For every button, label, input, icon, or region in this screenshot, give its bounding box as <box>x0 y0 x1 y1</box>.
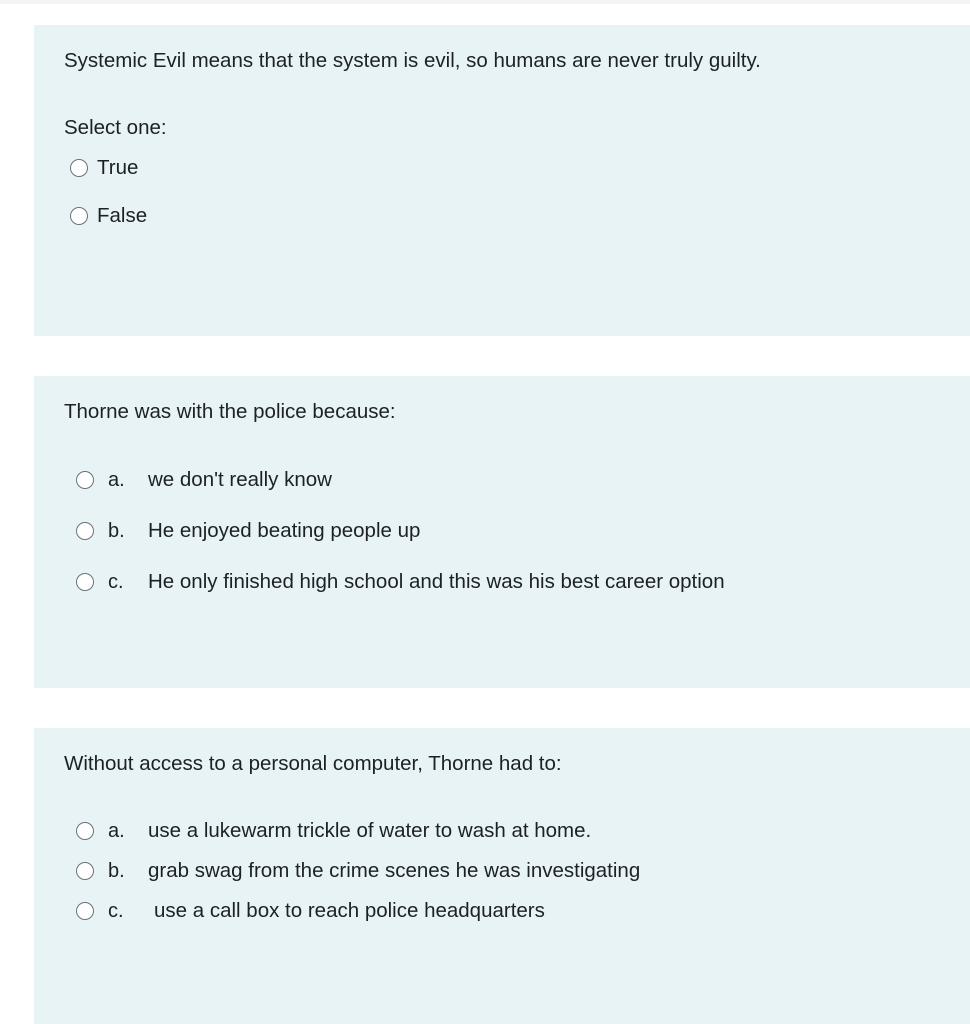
option-label: use a call box to reach police headquarters <box>154 899 545 922</box>
select-one-label: Select one: <box>64 116 167 139</box>
option-a[interactable] <box>76 466 956 494</box>
radio-button[interactable] <box>76 522 94 540</box>
option-letter: c. <box>108 899 124 922</box>
radio-button[interactable] <box>76 862 94 880</box>
option-letter: b. <box>108 519 125 542</box>
radio-button[interactable] <box>76 902 94 920</box>
option-a[interactable] <box>76 817 956 845</box>
option-label: True <box>97 156 139 179</box>
option-label: use a lukewarm trickle of water to wash at home. <box>148 819 592 842</box>
option-label: False <box>97 204 148 227</box>
radio-button[interactable] <box>70 207 88 225</box>
option-letter: b. <box>108 859 125 882</box>
question-card-2 <box>34 376 970 688</box>
option-c[interactable] <box>76 897 956 925</box>
top-divider <box>0 0 970 4</box>
question-text: Thorne was with the police because: <box>64 400 396 423</box>
option-letter: c. <box>108 570 124 593</box>
option-true[interactable] <box>70 154 138 182</box>
option-b[interactable] <box>76 517 956 545</box>
radio-button[interactable] <box>70 159 88 177</box>
radio-button[interactable] <box>76 471 94 489</box>
question-text: Systemic Evil means that the system is evil, so humans are never truly guilty. <box>64 49 761 72</box>
question-text: Without access to a personal computer, Thorne had to: <box>64 752 562 775</box>
option-label: He enjoyed beating people up <box>148 519 421 542</box>
question-card-3 <box>34 728 970 1024</box>
option-false[interactable] <box>70 202 147 230</box>
radio-button[interactable] <box>76 573 94 591</box>
option-label: we don't really know <box>148 468 332 491</box>
radio-button[interactable] <box>76 822 94 840</box>
option-letter: a. <box>108 468 125 491</box>
question-card-1 <box>34 25 970 336</box>
option-letter: a. <box>108 819 125 842</box>
option-label: He only finished high school and this was his best career option <box>148 570 725 593</box>
option-b[interactable] <box>76 857 956 885</box>
option-c[interactable] <box>76 568 956 596</box>
option-label: grab swag from the crime scenes he was investigating <box>148 859 641 882</box>
